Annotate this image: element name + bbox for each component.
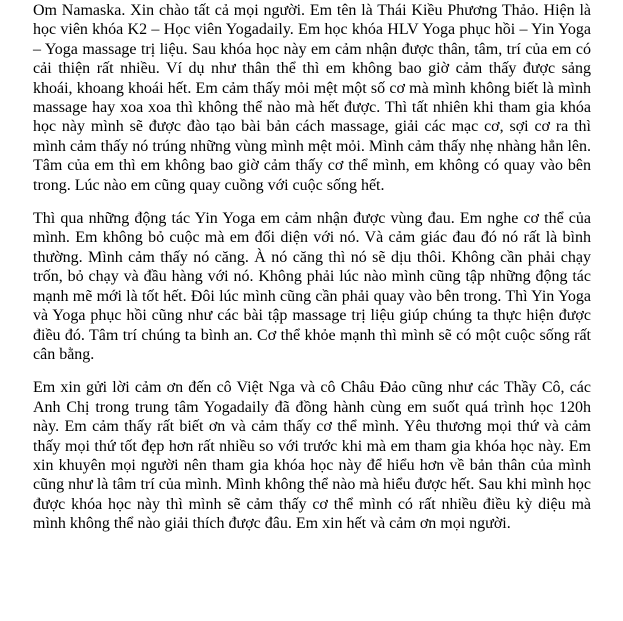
- paragraph-yin-yoga-experience: Thì qua những động tác Yin Yoga em cảm nhận được vùng đau. Em nghe cơ thể của mình. Em không bỏ cuộc mà em đối diện với nó. Và cảm giác đau đó nó rất là bình thường. Mình cảm thấy nó căng. À nó căng thì nó sẽ dịu thôi. Không cần phải chạy trốn, bỏ chạy và đầu hàng với nó. Không phải lúc nào mình cũng tập những động tác mạnh mẽ mới là tốt hết. Đôi lúc mình cũng cần phải quay vào bên trong. Thì Yin Yoga và Yoga phục hồi cũng như các bài tập massage trị liệu giúp chúng ta thực hiện được điều đó. Tâm trí chúng ta bình an. Cơ thể khỏe mạnh thì mình sẽ có một cuộc sống rất cân bằng.: [33, 210, 591, 363]
- document-body: [33, 1, 591, 548]
- paragraph-introduction: Om Namaska. Xin chào tất cả mọi người. Em tên là Thái Kiều Phương Thảo. Hiện là học viên khóa K2 – Học viên Yogadaily. Em học khóa HLV Yoga phục hồi – Yin Yoga – Yoga massage trị liệu. Sau khóa học này em cảm nhận được thân, tâm, trí của em có cải thiện rất nhiều. Ví dụ như thân thể thì em không bao giờ cảm thấy được sảng khoái, khoang khoái hết. Em cảm thấy mỏi mệt một số cơ mà mình không biết là mình massage hay xoa xoa thì không thể nào mà hết được. Thì tất nhiên khi tham gia khóa học này mình sẽ được đào tạo bài bản cách massage, giải các mạc cơ, sợi cơ ra thì mình cảm thấy nó trúng những vùng mình mệt mỏi. Mình cảm thấy nhẹ nhàng hẳn lên. Tâm của em thì em không bao giờ cảm thấy cơ thể mình, em không có quay vào bên trong. Lúc nào em cũng quay cuồng với cuộc sống hết.: [33, 2, 591, 194]
- paragraph-thanks: Em xin gửi lời cảm ơn đến cô Việt Nga và cô Châu Đảo cũng như các Thầy Cô, các Anh Chị trong trung tâm Yogadaily đã đồng hành cùng em suốt quá trình học 120h này. Em cảm thấy rất biết ơn và cảm thấy cơ thể mình. Yêu thương mọi thứ và cảm thấy mọi thứ tốt đẹp hơn rất nhiều so với trước khi mà em tham gia khóa học này. Em xin khuyên mọi người nên tham gia khóa học này để hiểu hơn về bản thân của mình cũng như là tâm trí của mình. Mình không thể nào mà hiểu được hết. Sau khi mình học được khóa học này thì mình sẽ cảm thấy cơ thể mình có rất nhiều điều kỳ diệu mà mình không thể nào giải thích được đâu. Em xin hết và cảm ơn mọi người.: [33, 379, 591, 533]
